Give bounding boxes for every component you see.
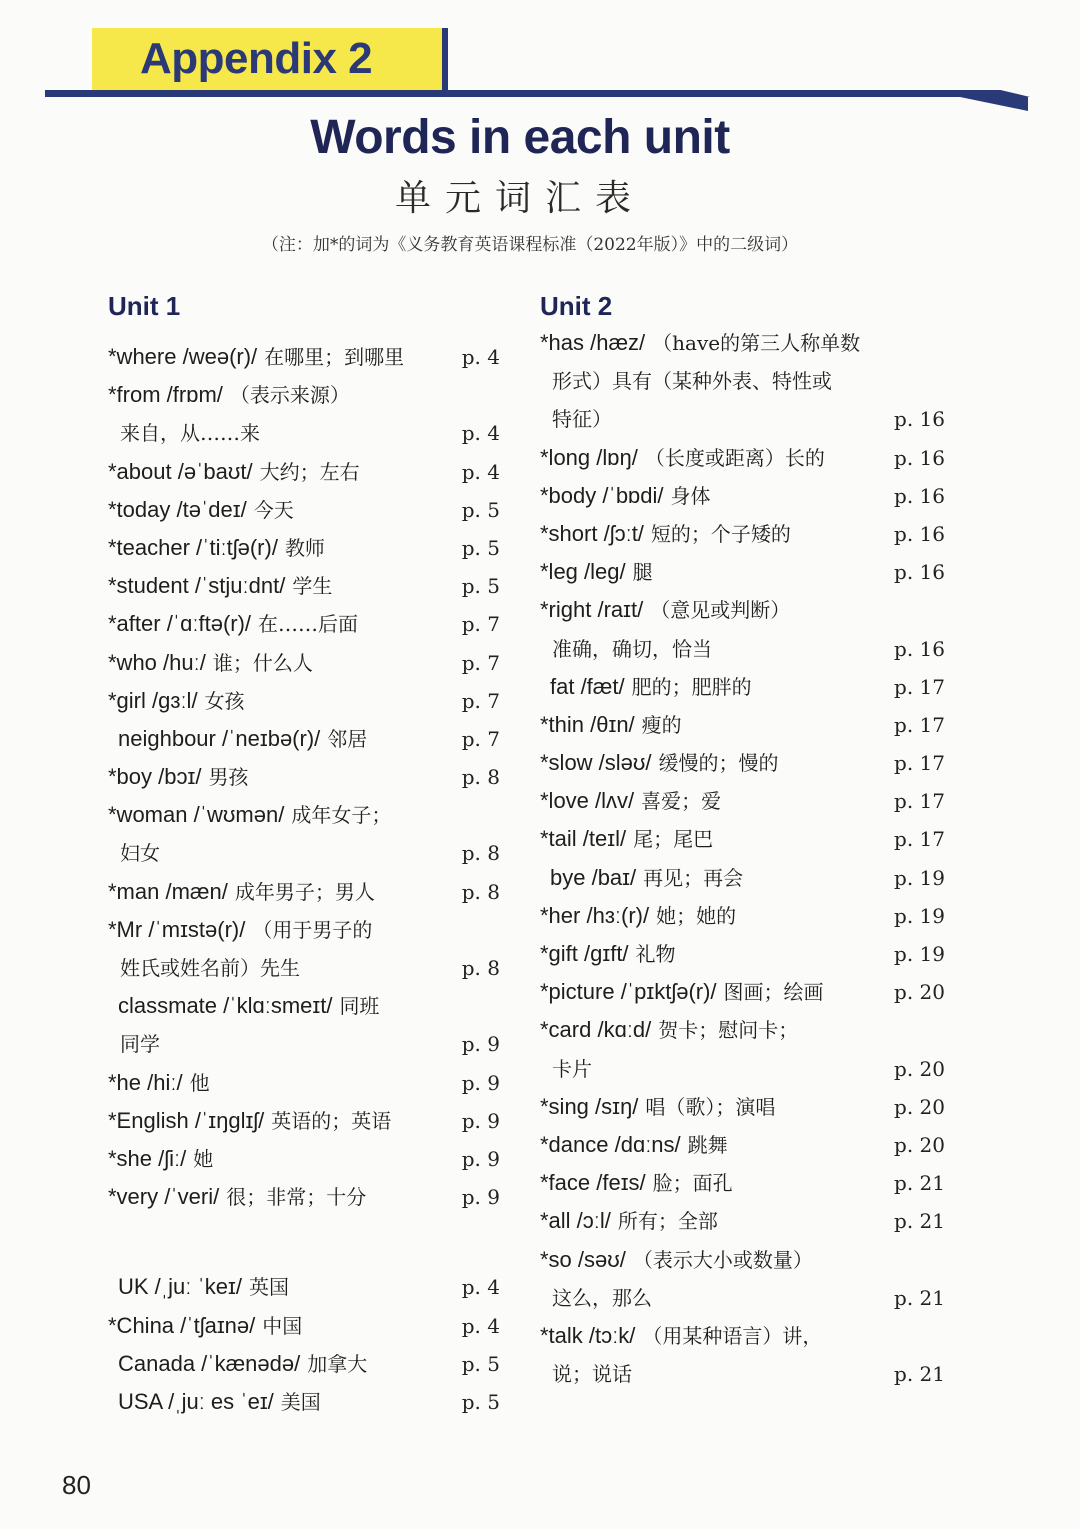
- vocab-page-ref: p. 20: [894, 1132, 945, 1157]
- vocab-line: [108, 605, 500, 643]
- vocab-page-ref: p. 17: [894, 751, 945, 776]
- vocab-word: *dance /dɑːns/: [540, 1131, 681, 1157]
- vocab-page-ref: p. 9: [461, 1108, 500, 1133]
- vocab-page-ref: p. 9: [461, 1032, 500, 1057]
- vocab-definition: 谁；什么人: [212, 650, 313, 675]
- vocab-page-ref: p. 8: [461, 841, 500, 866]
- vocab-word: *from /frɒm/: [108, 382, 223, 408]
- vocab-definition: 妇女: [120, 841, 160, 866]
- vocab-line: [540, 1279, 945, 1317]
- vocab-line: [540, 1355, 945, 1393]
- vocab-page-ref: p. 16: [894, 560, 945, 585]
- vocab-definition: 学生: [292, 574, 333, 599]
- vocab-definition: （表示来源）: [229, 383, 350, 408]
- vocab-page-ref: p. 17: [894, 674, 945, 699]
- header-rule-tail: [960, 97, 1028, 111]
- vocab-page-ref: p. 16: [894, 407, 945, 432]
- vocab-definition: 这么，那么: [552, 1285, 652, 1310]
- vocab-line: [540, 553, 945, 591]
- unit1-title: Unit 1: [108, 291, 181, 321]
- vocab-word: *short /ʃɔːt/: [540, 520, 644, 546]
- vocab-line: [108, 414, 500, 452]
- vocab-page-ref: p. 16: [894, 636, 945, 661]
- vocab-definition: 女孩: [204, 688, 245, 713]
- vocab-page-ref: p. 9: [461, 1070, 500, 1095]
- vocab-word: *he /hiː/: [108, 1069, 183, 1095]
- vocab-word: *who /huː/: [108, 649, 206, 675]
- vocab-line: [540, 630, 945, 668]
- vocab-word: *where /weə(r)/: [108, 344, 258, 369]
- vocab-word: *woman /ˈwʊmən/: [108, 802, 285, 828]
- vocab-word: *has /hæz/: [540, 330, 646, 355]
- vocab-line: [540, 1202, 945, 1240]
- unit1-proper-nouns: [108, 1268, 500, 1421]
- vocab-page-ref: p. 21: [894, 1209, 945, 1234]
- vocab-definition: （用于男子的: [252, 917, 373, 942]
- vocab-definition: 肥的；肥胖的: [631, 674, 752, 699]
- unit2-column: [540, 288, 945, 1393]
- vocab-line: [108, 453, 500, 491]
- vocab-line: [540, 744, 945, 782]
- vocab-word: *so /səʊ/: [540, 1246, 626, 1272]
- vocab-definition: 今天: [253, 497, 294, 522]
- vocab-page-ref: p. 4: [461, 1275, 500, 1300]
- vocab-page-ref: p. 19: [894, 903, 945, 928]
- vocab-definition: 很；非常；十分: [226, 1185, 367, 1210]
- vocab-word: *talk /tɔːk/: [540, 1322, 636, 1348]
- vocab-definition: 中国: [262, 1313, 303, 1338]
- vocab-word: *tail /teɪl/: [540, 826, 627, 852]
- vocab-definition: 教师: [284, 535, 325, 560]
- vocab-page-ref: p. 17: [894, 789, 945, 814]
- vocab-word: *right /raɪt/: [540, 597, 644, 623]
- vocab-line: [540, 400, 945, 438]
- vocab-line: [108, 1102, 500, 1140]
- vocab-line: [540, 1126, 945, 1164]
- vocab-line: [108, 491, 500, 529]
- vocab-line: [540, 362, 945, 400]
- vocab-line: [540, 859, 945, 897]
- vocab-page-ref: p. 21: [894, 1171, 945, 1196]
- vocab-line: [540, 1241, 945, 1279]
- vocab-page-ref: p. 21: [894, 1362, 945, 1387]
- vocab-page-ref: p. 5: [461, 1389, 500, 1414]
- vocab-page-ref: p. 9: [461, 1146, 500, 1171]
- vocab-page-ref: p. 17: [894, 712, 945, 737]
- vocab-page-ref: p. 19: [894, 942, 945, 966]
- vocab-word: neighbour /ˈneɪbə(r)/: [118, 725, 321, 751]
- vocab-line: [108, 796, 500, 834]
- appendix-label: Appendix 2: [140, 34, 373, 83]
- vocab-word: *very /ˈveri/: [108, 1184, 220, 1210]
- vocab-definition: 短的；个子矮的: [650, 521, 791, 546]
- vocab-word: *she /ʃiː/: [108, 1145, 187, 1171]
- vocab-word: *boy /bɔɪ/: [108, 764, 202, 790]
- vocab-definition: 他: [189, 1070, 210, 1095]
- vocab-page-ref: p. 7: [461, 688, 500, 713]
- vocab-definition: 英国: [248, 1275, 289, 1300]
- section-gap: [108, 1216, 500, 1254]
- vocab-line: [540, 935, 945, 973]
- vocab-definition: 特征）: [552, 407, 612, 432]
- vocab-definition: 卡片: [552, 1056, 592, 1081]
- vocab-line: [108, 682, 500, 720]
- vocab-page-ref: p. 7: [461, 726, 500, 751]
- vocab-line: [108, 1178, 500, 1216]
- vocab-word: *face /feɪs/: [540, 1170, 646, 1196]
- vocab-line: [108, 834, 500, 872]
- vocab-line: [108, 911, 500, 949]
- vocab-line: [540, 591, 945, 629]
- vocab-page-ref: p. 16: [894, 483, 945, 508]
- vocab-line: [108, 1064, 500, 1102]
- vocab-line: [540, 1317, 945, 1355]
- vocab-page-ref: p. 4: [461, 1313, 500, 1338]
- unit2-title: Unit 2: [540, 291, 613, 321]
- vocab-definition: 唱（歌）；演唱: [645, 1094, 776, 1119]
- vocab-word: fat /fæt/: [550, 673, 625, 699]
- page-number: 80: [62, 1470, 91, 1500]
- vocab-word: *sing /sɪŋ/: [540, 1093, 639, 1119]
- vocab-word: *her /hɜː(r)/: [540, 902, 650, 928]
- unit1-column: [108, 288, 500, 1421]
- vocab-word: *today /təˈdeɪ/: [108, 496, 247, 522]
- vocab-word: *leg /leɡ/: [540, 559, 626, 585]
- vocab-definition: 形式）具有（某种外表、特性或: [552, 369, 832, 394]
- vocab-definition: 她；她的: [656, 903, 737, 928]
- vocab-definition: （表示大小或数量）: [632, 1247, 813, 1272]
- vocab-definition: 同班: [339, 994, 380, 1019]
- vocab-definition: 加拿大: [307, 1351, 368, 1376]
- vocab-word: *Mr /ˈmɪstə(r)/: [108, 916, 246, 942]
- vocab-definition: 男孩: [208, 765, 249, 790]
- vocab-word: UK /ˌjuː ˈkeɪ/: [118, 1274, 242, 1300]
- header-rule: [45, 90, 1030, 97]
- vocab-word: *girl /ɡɜːl/: [108, 687, 198, 713]
- vocab-word: *man /mæn/: [108, 878, 228, 904]
- vocab-definition: 成年女子；: [291, 803, 392, 828]
- unit1-word-list: [108, 338, 500, 1216]
- vocab-definition: 来自，从……来: [120, 421, 260, 446]
- vocab-line: [540, 897, 945, 935]
- vocab-line: [108, 1140, 500, 1178]
- page-note: （注：加*的词为《义务教育英语课程标准（2022年版）》中的二级词）: [261, 235, 799, 255]
- appendix-banner: [92, 28, 448, 90]
- vocab-page-ref: p. 5: [461, 1351, 500, 1376]
- vocab-definition: （意见或判断）: [650, 598, 791, 623]
- vocab-line: [108, 758, 500, 796]
- vocab-page-ref: p. 5: [461, 497, 500, 522]
- vocab-word: *English /ˈɪŋɡlɪʃ/: [108, 1107, 265, 1133]
- vocab-word: *student /ˈstjuːdnt/: [108, 573, 286, 599]
- vocab-definition: 在……后面: [258, 612, 359, 637]
- vocab-page-ref: p. 4: [461, 345, 500, 369]
- vocab-line: [540, 782, 945, 820]
- vocab-page-ref: p. 5: [461, 535, 500, 560]
- vocab-line: [108, 529, 500, 567]
- vocab-line: [540, 820, 945, 858]
- vocab-definition: 缓慢的；慢的: [658, 751, 779, 776]
- vocab-page-ref: p. 17: [894, 827, 945, 852]
- vocab-line: [540, 515, 945, 553]
- vocab-definition: 喜爱；爱: [641, 789, 722, 814]
- vocab-definition: 准确，确切，恰当: [552, 636, 712, 661]
- vocab-page-ref: p. 21: [894, 1285, 945, 1310]
- vocab-line: [108, 1268, 500, 1306]
- vocab-definition: （have的第三人称单数: [652, 331, 861, 355]
- vocab-line: [108, 949, 500, 987]
- vocab-definition: （长度或距离）长的: [644, 445, 825, 470]
- vocab-line: [540, 1164, 945, 1202]
- vocab-page-ref: p. 4: [461, 459, 500, 484]
- vocab-word: *about /əˈbaʊt/: [108, 458, 253, 484]
- vocab-line: [540, 324, 945, 362]
- vocab-page-ref: p. 5: [461, 574, 500, 599]
- vocab-page-ref: p. 20: [894, 1056, 945, 1081]
- vocab-line: [108, 720, 500, 758]
- page-subtitle: 单元词汇表: [394, 178, 645, 219]
- vocab-word: *after /ˈɑːftə(r)/: [108, 611, 252, 637]
- vocab-word: USA /ˌjuː es ˈeɪ/: [118, 1388, 274, 1414]
- vocab-definition: 礼物: [635, 942, 676, 966]
- vocab-word: classmate /ˈklɑːsmeɪt/: [118, 993, 333, 1019]
- vocab-word: *slow /sləʊ/: [540, 750, 652, 776]
- vocab-page-ref: p. 7: [461, 650, 500, 675]
- vocab-line: [540, 668, 945, 706]
- vocab-definition: 身体: [670, 483, 711, 508]
- vocab-word: *thin /θɪn/: [540, 711, 635, 737]
- vocab-line: [108, 1307, 500, 1345]
- vocab-line: [540, 439, 945, 477]
- vocab-definition: 美国: [280, 1389, 321, 1414]
- unit2-word-list: [540, 324, 945, 1393]
- vocab-definition: 说；说话: [552, 1362, 632, 1387]
- vocab-line: [540, 1011, 945, 1049]
- vocab-definition: 英语的；英语: [271, 1108, 392, 1133]
- vocab-line: [108, 567, 500, 605]
- vocab-page-ref: p. 7: [461, 612, 500, 637]
- vocab-line: [540, 973, 945, 1011]
- vocab-definition: 同学: [120, 1032, 160, 1057]
- vocab-page-ref: p. 9: [461, 1185, 500, 1210]
- vocab-definition: 腿: [632, 560, 653, 585]
- vocab-page-ref: p. 8: [461, 765, 500, 790]
- vocab-line: [108, 873, 500, 911]
- vocab-line: [108, 987, 500, 1025]
- vocab-definition: 她: [193, 1146, 214, 1171]
- vocab-line: [108, 1025, 500, 1063]
- vocab-definition: 姓氏或姓名前）先生: [120, 956, 300, 980]
- vocab-page-ref: p. 20: [894, 980, 945, 1005]
- vocab-definition: 成年男子；男人: [234, 879, 375, 904]
- vocab-line: [540, 1088, 945, 1126]
- vocab-word: *China /ˈtʃaɪnə/: [108, 1312, 256, 1338]
- vocab-definition: 跳舞: [687, 1132, 728, 1157]
- vocab-word: *card /kɑːd/: [540, 1017, 652, 1043]
- vocab-word: *long /lɒŋ/: [540, 444, 638, 470]
- vocab-line: [108, 1345, 500, 1383]
- vocab-page-ref: p. 16: [894, 445, 945, 470]
- vocab-line: [108, 644, 500, 682]
- vocab-definition: 贺卡；慰问卡；: [658, 1018, 799, 1043]
- vocab-page-ref: p. 8: [461, 879, 500, 904]
- vocab-word: *picture /ˈpɪktʃə(r)/: [540, 979, 717, 1005]
- vocab-page-ref: p. 19: [894, 865, 945, 890]
- vocab-definition: 图画；绘画: [723, 980, 824, 1005]
- vocab-line: [540, 477, 945, 515]
- vocab-definition: 脸；面孔: [652, 1171, 733, 1196]
- vocab-definition: 邻居: [327, 726, 368, 751]
- vocab-definition: 大约；左右: [259, 459, 360, 484]
- vocab-word: bye /baɪ/: [550, 864, 637, 890]
- vocab-definition: 瘦的: [641, 712, 682, 737]
- vocab-word: *teacher /ˈtiːtʃə(r)/: [108, 534, 278, 560]
- vocab-page-ref: p. 20: [894, 1094, 945, 1119]
- vocab-definition: 尾；尾巴: [633, 827, 714, 852]
- vocab-line: [540, 706, 945, 744]
- page-title: Words in each unit: [310, 111, 730, 164]
- vocab-word: *body /ˈbɒdi/: [540, 482, 664, 508]
- vocab-line: [108, 338, 500, 376]
- vocab-page-ref: p. 4: [461, 421, 500, 446]
- vocab-word: *love /lʌv/: [540, 788, 635, 814]
- vocab-line: [108, 376, 500, 414]
- vocab-page-ref: p. 8: [461, 956, 500, 980]
- vocab-word: *gift /ɡɪft/: [540, 941, 629, 966]
- vocab-definition: （用某种语言）讲，: [642, 1323, 823, 1348]
- vocab-definition: 在哪里；到哪里: [264, 345, 405, 369]
- vocab-word: Canada /ˈkænədə/: [118, 1350, 301, 1376]
- vocab-page-ref: p. 16: [894, 521, 945, 546]
- vocab-line: [108, 1383, 500, 1421]
- vocab-definition: 所有；全部: [617, 1209, 718, 1234]
- vocab-definition: 再见；再会: [643, 865, 744, 890]
- vocab-word: *all /ɔːl/: [540, 1208, 611, 1234]
- vocab-line: [540, 1050, 945, 1088]
